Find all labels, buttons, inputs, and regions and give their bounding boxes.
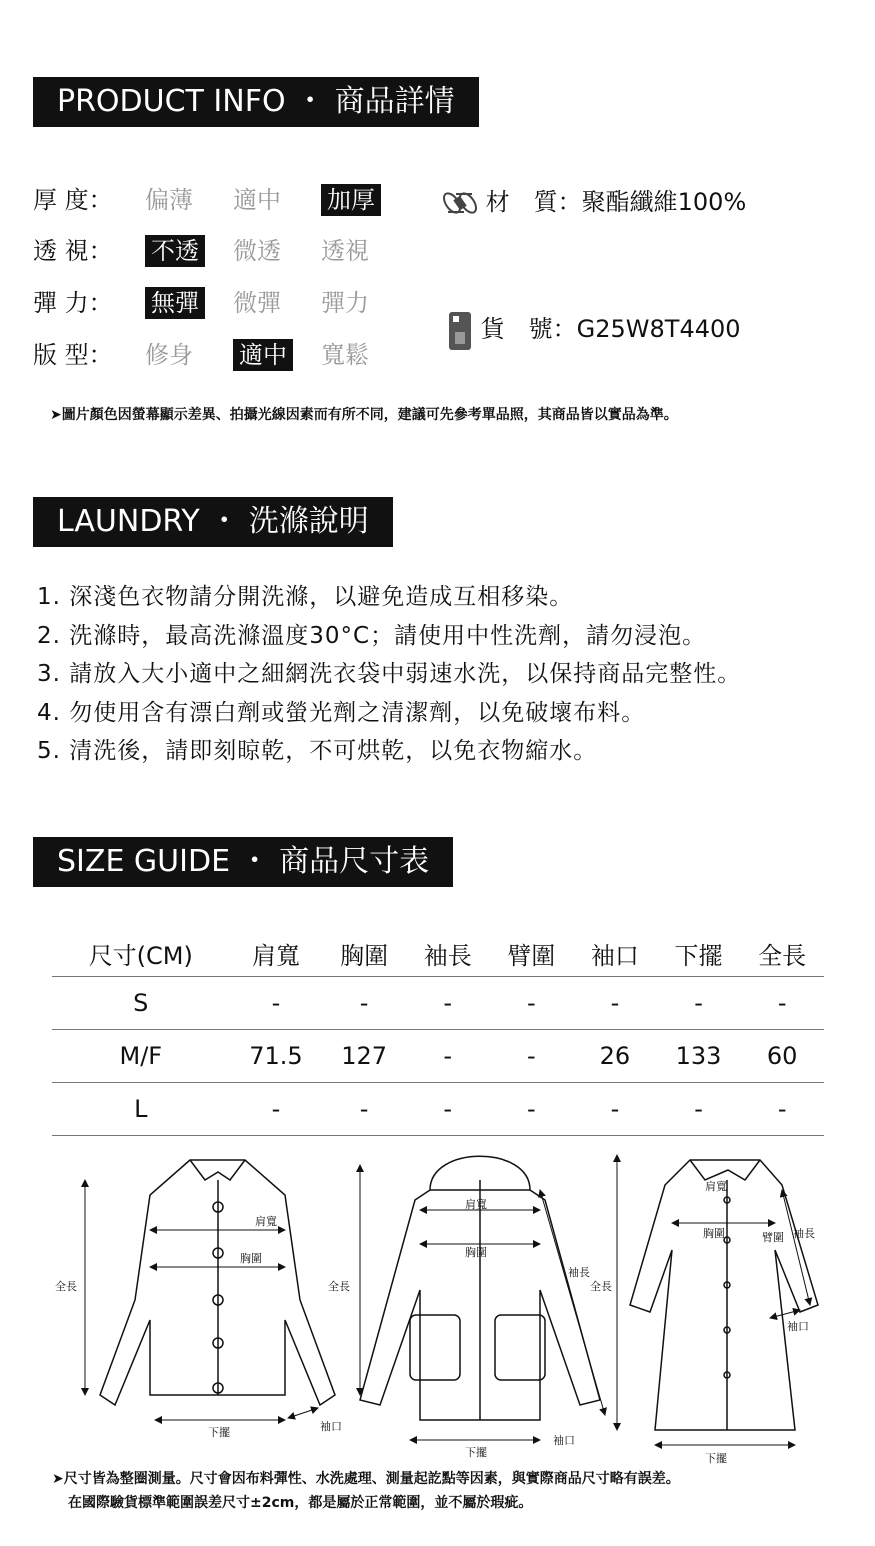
size-value-cell: - [322,977,406,1030]
jacket-dimension-lines [85,1180,318,1420]
size-value-cell: - [490,1030,574,1083]
laundry-item: 3. 請放入大小適中之細網洗衣袋中弱速水洗，以保持商品完整性。 [37,661,742,687]
attribute-option-text: 彈力 [321,289,369,317]
attribute-label: 透 視： [33,237,113,265]
size-table [52,930,824,1136]
attribute-option-text: 微彈 [233,289,281,317]
attribute-option [233,233,321,269]
attribute-option-text: 透視 [321,237,369,265]
size-column-header: 肩寬 [230,930,323,977]
size-column-header: 臂圍 [490,930,574,977]
attribute-option-text: 微透 [233,237,281,265]
coat-sleeve-label: 袖長 [793,1227,815,1240]
attribute-row [33,233,409,269]
laundry-header: LAUNDRY ・ 洗滌說明 [33,497,393,547]
hoodie-cuff-label: 袖口 [553,1434,575,1447]
size-name-cell: S [52,977,230,1030]
material-value: 聚酯纖維100% [581,188,747,216]
attribute-option [145,182,233,218]
hoodie-sleeve-label: 袖長 [568,1266,590,1279]
thread-spool-icon [442,188,478,218]
size-value-cell: 26 [573,1030,657,1083]
attribute-option-text: 適中 [233,186,281,214]
attribute-option [233,182,321,218]
attribute-option-selected [321,182,409,218]
jacket-cuff-label: 袖口 [320,1420,342,1433]
size-column-header: 下擺 [657,930,741,977]
attribute-option-text: 加厚 [321,184,381,216]
size-name-cell: M/F [52,1030,230,1083]
size-value-cell: - [490,977,574,1030]
material-row [442,182,746,218]
table-row [52,1083,824,1136]
item-number-label: 貨 號： [480,315,577,343]
laundry-item: 2. 洗滌時，最高洗滌溫度30°C；請使用中性洗劑，請勿浸泡。 [37,623,707,649]
laundry-item: 4. 勿使用含有漂白劑或螢光劑之清潔劑，以免破壞布料。 [37,700,646,726]
attribute-option [145,337,233,373]
size-value-cell: 60 [740,1030,824,1083]
size-column-header: 袖長 [406,930,490,977]
coat-length-label: 全長 [590,1280,612,1293]
attribute-option-text: 偏薄 [145,186,193,214]
size-value-cell: 71.5 [230,1030,323,1083]
attribute-row [33,182,409,218]
coat-diagram [630,1160,818,1430]
attribute-label: 彈 力： [33,289,113,317]
product-info-header: PRODUCT INFO ・ 商品詳情 [33,77,479,127]
attribute-option-text: 不透 [145,235,205,267]
attribute-option-text: 修身 [145,341,193,369]
jacket-diagram [100,1160,335,1405]
size-value-cell: - [740,977,824,1030]
size-value-cell: - [406,1083,490,1136]
coat-cuff-label: 袖口 [787,1320,809,1333]
size-diagram [0,1140,875,1470]
hoodie-length-label: 全長 [328,1280,350,1293]
tag-icon [447,308,473,352]
laundry-item: 1. 深淺色衣物請分開洗滌，以避免造成互相移染。 [37,584,574,610]
size-value-cell: - [657,977,741,1030]
coat-arm-label: 臂圍 [762,1231,784,1244]
attribute-option-selected [145,233,233,269]
size-value-cell: - [406,1030,490,1083]
size-value-cell: - [740,1083,824,1136]
attribute-option-text: 無彈 [145,287,205,319]
item-number-value: G25W8T4400 [576,315,741,343]
jacket-chest-label: 胸圍 [240,1252,262,1265]
size-column-header: 胸圍 [322,930,406,977]
size-table-header-row [52,930,824,977]
attribute-label: 版 型： [33,341,113,369]
hoodie-chest-label: 胸圍 [465,1246,487,1259]
size-value-cell: 133 [657,1030,741,1083]
attribute-option-text: 寬鬆 [321,341,369,369]
coat-chest-label: 胸圍 [703,1227,725,1240]
laundry-item: 5. 清洗後，請即刻晾乾，不可烘乾，以免衣物縮水。 [37,738,598,764]
color-disclaimer: ➤圖片顏色因螢幕顯示差異、拍攝光線因素而有所不同，建議可先參考單品照，其商品皆以實品為準。 [50,407,678,423]
attribute-option-selected [145,285,233,321]
jacket-length-label: 全長 [55,1280,77,1293]
hoodie-diagram [360,1156,600,1420]
table-row [52,1030,824,1083]
size-value-cell: - [322,1083,406,1136]
jacket-hem-label: 下擺 [208,1426,230,1439]
table-row [52,977,824,1030]
size-value-cell: - [657,1083,741,1136]
attribute-row [33,337,409,373]
size-value-cell: - [230,1083,323,1136]
coat-shoulder-label: 肩寬 [705,1180,727,1193]
size-value-cell: - [406,977,490,1030]
attribute-option [233,285,321,321]
size-value-cell: - [573,1083,657,1136]
size-value-cell: - [230,977,323,1030]
item-number-row [447,308,741,352]
attribute-option [321,285,409,321]
size-value-cell: - [490,1083,574,1136]
size-column-header: 全長 [740,930,824,977]
size-column-header: 尺寸(CM) [52,930,230,977]
material-label: 材 質： [485,188,582,216]
hoodie-hem-label: 下擺 [465,1446,487,1459]
attribute-option [321,337,409,373]
attribute-option-selected [233,337,321,373]
attribute-option-text: 適中 [233,339,293,371]
size-name-cell: L [52,1083,230,1136]
size-note-1: ➤尺寸皆為整圈測量。尺寸會因布料彈性、水洗處理、測量起訖點等因素，與實際商品尺寸略有誤差。 [52,1471,680,1487]
hoodie-shoulder-label: 肩寬 [465,1198,487,1211]
attribute-option [321,233,409,269]
attribute-row [33,285,409,321]
attribute-label: 厚 度： [33,186,113,214]
jacket-shoulder-label: 肩寬 [255,1215,277,1228]
size-value-cell: 127 [322,1030,406,1083]
size-note-2: 在國際驗貨標準範圍誤差尺寸±2cm，都是屬於正常範圍，並不屬於瑕疵。 [68,1495,533,1511]
size-guide-header: SIZE GUIDE ・ 商品尺寸表 [33,837,453,887]
size-column-header: 袖口 [573,930,657,977]
coat-hem-label: 下擺 [705,1452,727,1465]
size-value-cell: - [573,977,657,1030]
